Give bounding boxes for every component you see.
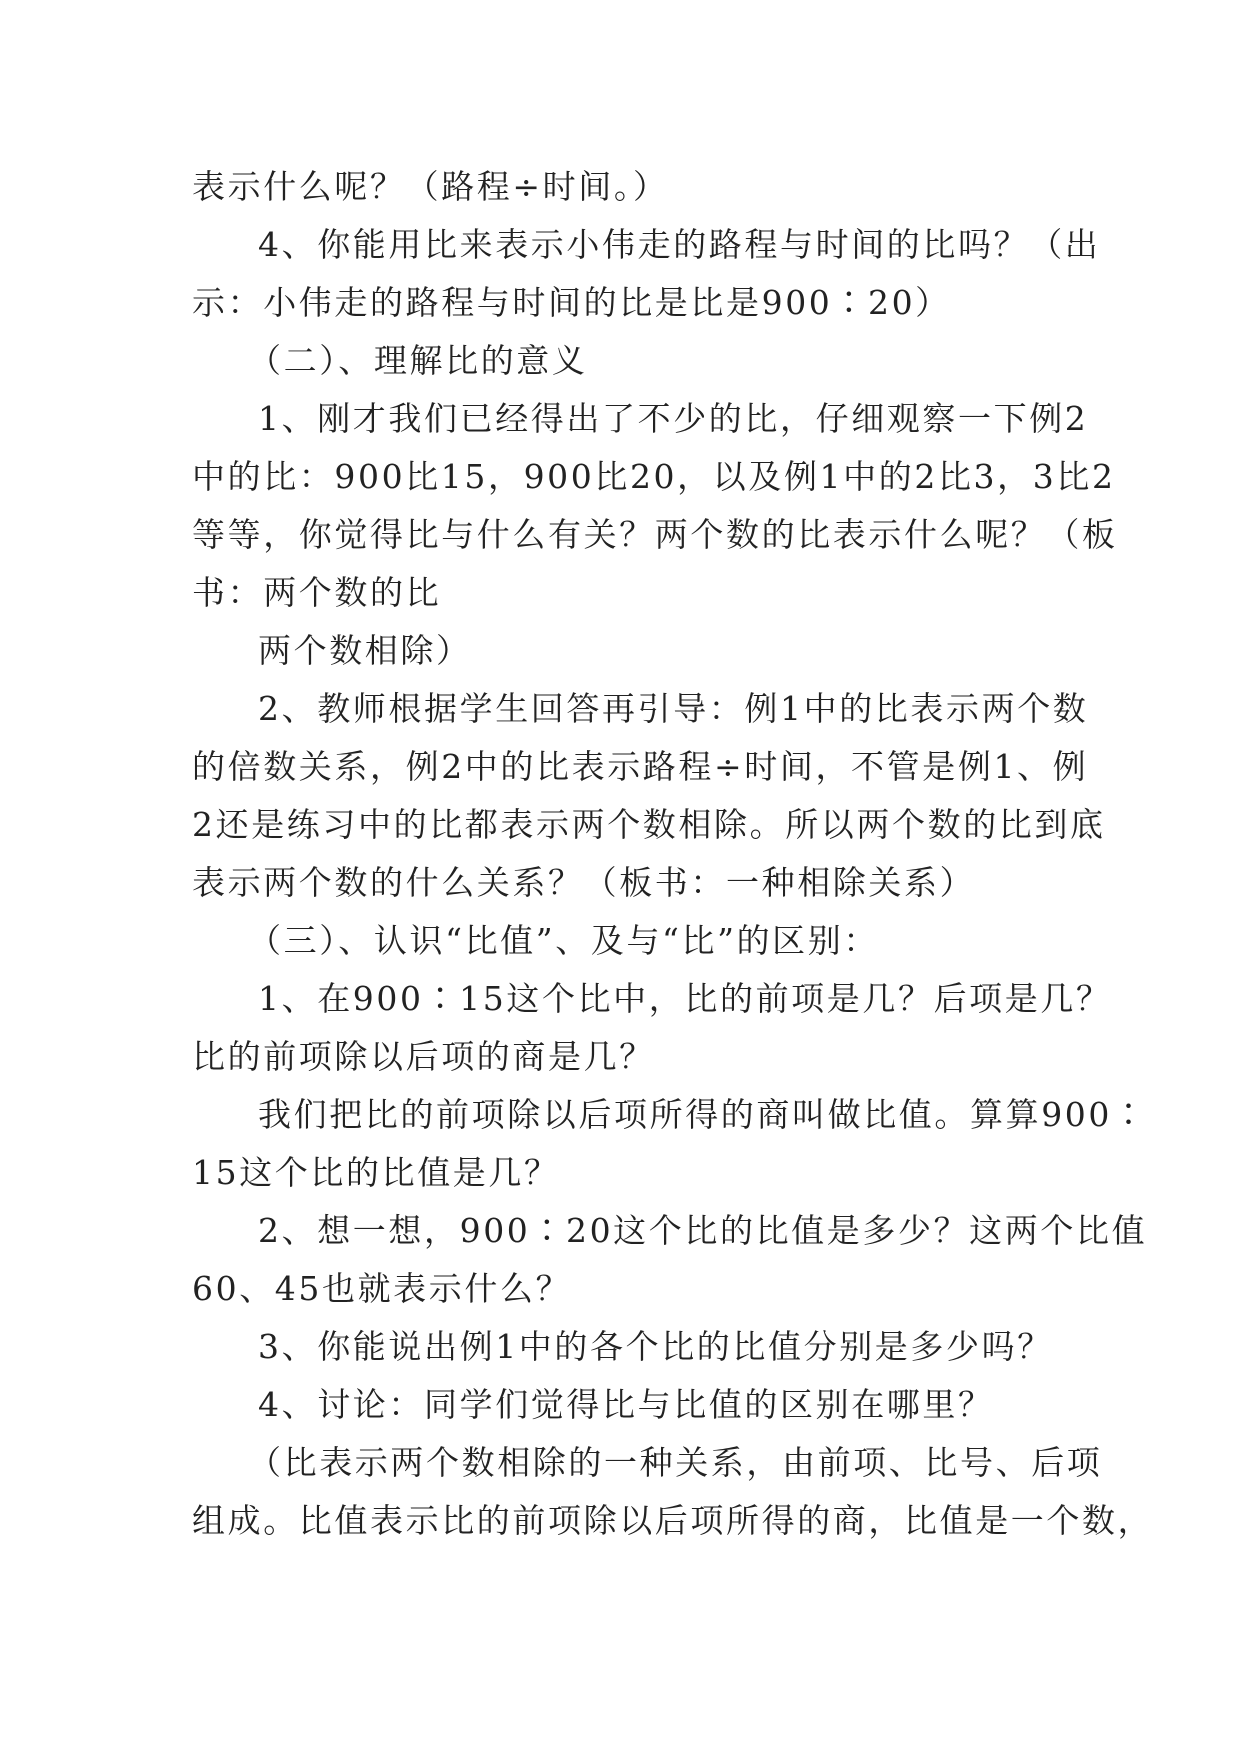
text-line: 2、想一想，900∶20这个比的比值是多少？这两个比值 (258, 1211, 1148, 1250)
text-line: 中的比：900比15，900比20，以及例1中的2比3，3比2 (192, 457, 1116, 496)
text-line: 1、在900∶15这个比中，比的前项是几？后项是几？ (258, 979, 1112, 1018)
text-line: 2、教师根据学生回答再引导：例1中的比表示两个数 (258, 689, 1089, 728)
text-line: 组成。比值表示比的前项除以后项所得的商，比值是一个数， (192, 1501, 1154, 1540)
text-line: （比表示两个数相除的一种关系，由前项、比号、后项 (248, 1443, 1103, 1482)
text-line: 3、你能说出例1中的各个比的比值分别是多少吗？ (258, 1327, 1053, 1366)
text-line: 我们把比的前项除以后项所得的商叫做比值。算算900∶ (258, 1095, 1148, 1134)
section-heading: （三）、认识“比值”、及与“比”的区别： (248, 921, 879, 960)
text-line: 15这个比的比值是几？ (192, 1153, 560, 1192)
text-line: 表示什么呢？（路程÷时间。） (192, 167, 669, 206)
section-heading: （二）、理解比的意义 (248, 341, 588, 380)
text-line: 1、刚才我们已经得出了不少的比，仔细观察一下例2 (258, 399, 1089, 438)
text-line: 两个数相除） (258, 631, 472, 670)
text-line: 比的前项除以后项的商是几？ (192, 1037, 655, 1076)
text-line: 表示两个数的什么关系？（板书：一种相除关系） (192, 863, 976, 902)
document-body (192, 158, 1154, 1550)
text-line: 2还是练习中的比都表示两个数相除。所以两个数的比到底 (192, 805, 1106, 844)
text-line: 等等，你觉得比与什么有关？两个数的比表示什么呢？（板 (192, 515, 1118, 554)
text-line: 4、讨论：同学们觉得比与比值的区别在哪里？ (258, 1385, 994, 1424)
text-line: 示：小伟走的路程与时间的比是比是900∶20） (192, 283, 951, 322)
text-line: 4、你能用比来表示小伟走的路程与时间的比吗？（出 (258, 225, 1101, 264)
text-line: 书：两个数的比 (192, 573, 442, 612)
text-line: 的倍数关系，例2中的比表示路程÷时间，不管是例1、例 (192, 747, 1089, 786)
text-line: 60、45也就表示什么？ (192, 1269, 572, 1308)
